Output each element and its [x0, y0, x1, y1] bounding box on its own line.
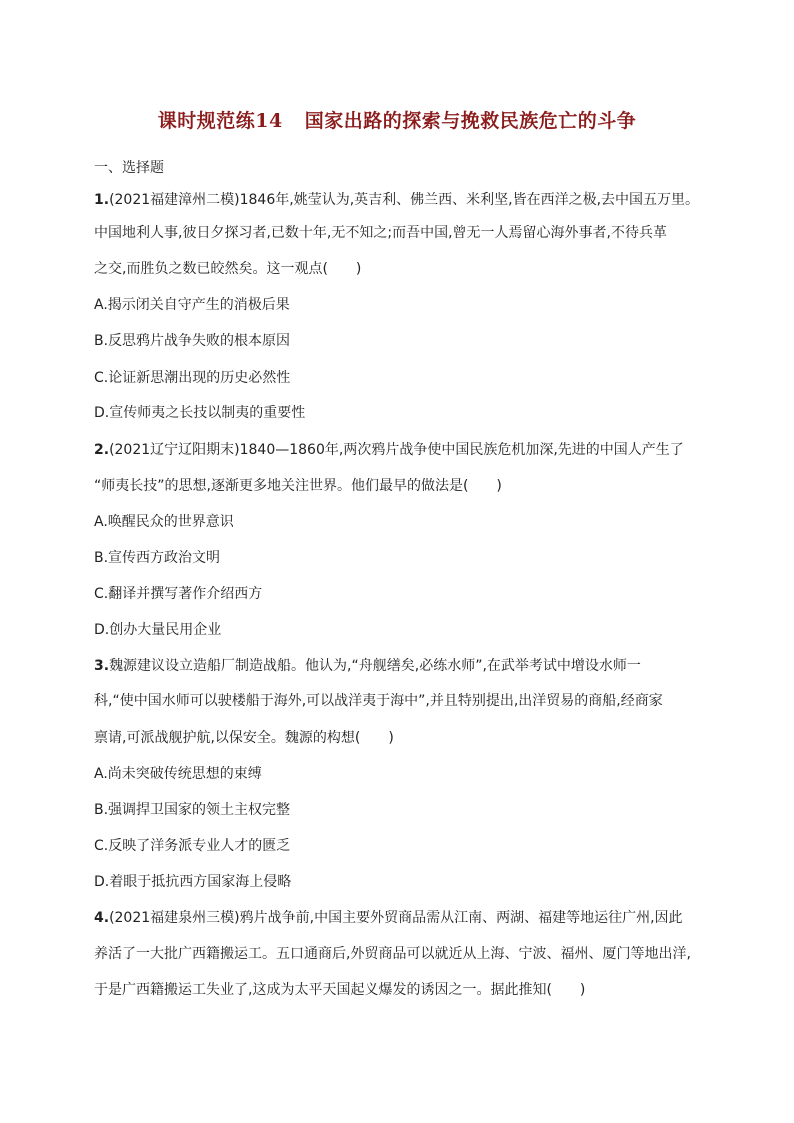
question-2-line-2: “师夷长技”的思想,逐渐更多地关注世界。他们最早的做法是( ) — [94, 478, 502, 494]
question-1-option-a: A.揭示闭关自守产生的消极后果 — [94, 297, 290, 313]
title-prefix: 课时规范练14 — [157, 110, 283, 132]
question-3-line-3: 禀请,可派战舰护航,以保安全。魏源的构想( ) — [94, 730, 394, 746]
question-2-option-b: B.宣传西方政治文明 — [94, 550, 221, 566]
title-main: 国家出路的探索与挽救民族危亡的斗争 — [304, 110, 637, 132]
question-3-option-d: D.着眼于抵抗西方国家海上侵略 — [94, 874, 292, 890]
question-number: 2. — [94, 442, 110, 458]
question-4-line-1 — [94, 909, 683, 927]
question-2-option-a: A.唤醒民众的世界意识 — [94, 514, 234, 530]
page-title — [0, 106, 794, 133]
question-1-line-3: 之交,而胜负之数已皎然矣。这一观点( ) — [94, 261, 362, 277]
section-heading: 一、选择题 — [94, 160, 164, 176]
question-number: 4. — [94, 910, 110, 926]
question-4-line-2: 养活了一大批广西籍搬运工。五口通商后,外贸商品可以就近从上海、宁波、福州、厦门等地出洋, — [94, 946, 691, 962]
question-4-line-3: 于是广西籍搬运工失业了,这成为太平天国起义爆发的诱因之一。据此推知( ) — [94, 982, 586, 998]
question-3-option-a: A.尚未突破传统思想的束缚 — [94, 766, 262, 782]
question-1-line-2: 中国地利人事,彼日夕探习者,已数十年,无不知之;而吾中国,曾无一人焉留心海外事者,不待兵革 — [94, 225, 667, 241]
question-3-option-c: C.反映了洋务派专业人才的匮乏 — [94, 838, 291, 854]
question-number: 3. — [94, 658, 110, 674]
question-text: 魏源建议设立造船厂制造战船。他认为,“舟舰缮矣,必练水师”,在武举考试中增设水师一 — [109, 658, 641, 674]
question-text: (2021福建漳州二模)1846年,姚莹认为,英吉利、佛兰西、米利坚,皆在西洋之极,去中国五万里。 — [109, 192, 700, 208]
question-number: 1. — [94, 192, 110, 208]
question-3-line-2: 科,“使中国水师可以驶楼船于海外,可以战洋夷于海中”,并且特别提出,出洋贸易的商船,经商家 — [94, 693, 663, 709]
question-1-line-1 — [94, 191, 699, 209]
question-text: (2021辽宁辽阳期末)1840—1860年,两次鸦片战争使中国民族危机加深,先进的中国人产生了 — [109, 442, 684, 458]
question-1-option-c: C.论证新思潮出现的历史必然性 — [94, 370, 291, 386]
question-text: (2021福建泉州三模)鸦片战争前,中国主要外贸商品需从江南、两湖、福建等地运往广州,因此 — [109, 910, 683, 926]
question-2-option-c: C.翻译并撰写著作介绍西方 — [94, 586, 263, 602]
question-2-option-d: D.创办大量民用企业 — [94, 622, 222, 638]
question-1-option-b: B.反思鸦片战争失败的根本原因 — [94, 333, 291, 349]
question-2-line-1 — [94, 441, 684, 459]
question-3-option-b: B.强调捍卫国家的领土主权完整 — [94, 802, 291, 818]
question-3-line-1 — [94, 657, 641, 675]
question-1-option-d: D.宣传师夷之长技以制夷的重要性 — [94, 405, 306, 421]
